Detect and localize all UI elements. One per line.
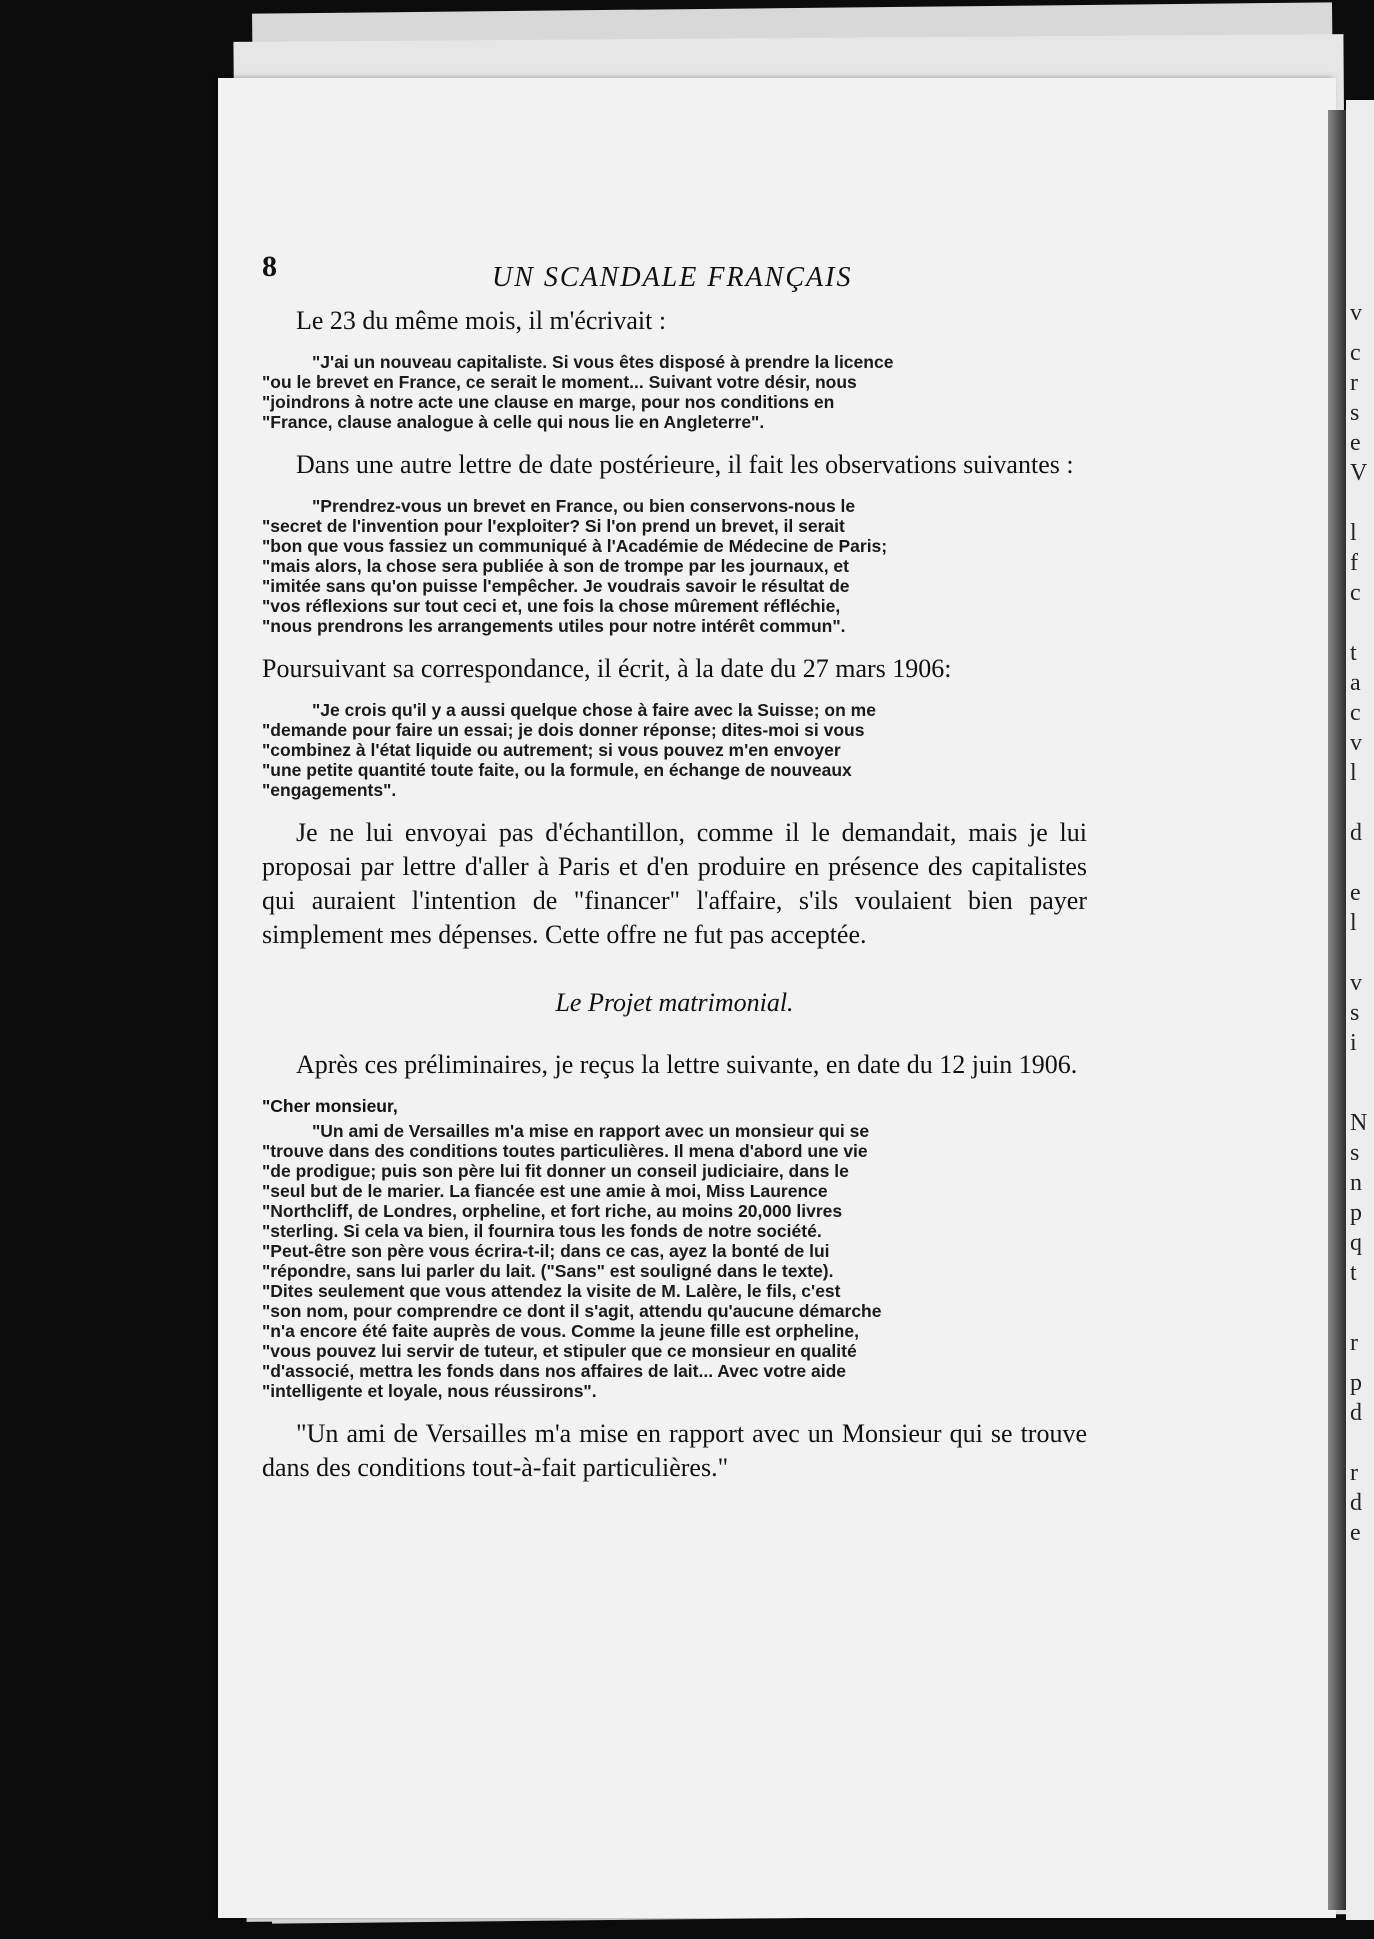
quote-line: "de prodigue; puis son père lui fit donner un conseil judiciaire, dans le (262, 1161, 849, 1181)
quote-line: "joindrons à notre acte une clause en marge, pour nos conditions en (262, 392, 835, 412)
quote-line: "Je crois qu'il y a aussi quelque chose à faire avec la Suisse; on me (312, 700, 876, 720)
quote-line: "France, clause analogue à celle qui nous lie en Angleterre". (262, 412, 765, 432)
quote-3 (262, 700, 1087, 800)
quote-line: "imitée sans qu'on puisse l'empêcher. Je voudrais savoir le résultat de (262, 576, 850, 596)
facing-page-letter: c (1350, 340, 1361, 366)
quote-line: "secret de l'invention pour l'exploiter? Si l'on prend un brevet, il serait (262, 516, 845, 536)
facing-page-letter: f (1350, 550, 1358, 576)
section-heading: Le Projet matrimonial. (555, 988, 794, 1017)
facing-page-letter: p (1350, 1370, 1362, 1396)
facing-page-letter: e (1350, 430, 1361, 456)
quote-line: "demande pour faire un essai; je dois donner réponse; dites-moi si vous (262, 720, 865, 740)
quote-line: "Dites seulement que vous attendez la visite de M. Lalère, le fils, c'est (262, 1281, 841, 1301)
paragraph-3: Poursuivant sa correspondance, il écrit, à la date du 27 mars 1906: (262, 654, 952, 683)
quote-line: "Un ami de Versailles m'a mise en rapport avec un monsieur qui se (312, 1121, 870, 1141)
facing-page-letter: V (1350, 460, 1368, 486)
facing-page-letter: s (1350, 400, 1360, 426)
facing-page-letter: t (1350, 1260, 1357, 1286)
facing-page-letter: c (1350, 700, 1361, 726)
quote-line: "intelligente et loyale, nous réussirons". (262, 1381, 597, 1401)
quote-line: "vous pouvez lui servir de tuteur, et stipuler que ce monsieur en qualité (262, 1341, 857, 1361)
quote-line: "J'ai un nouveau capitaliste. Si vous êtes disposé à prendre la licence (312, 352, 894, 372)
facing-page-letter: n (1350, 1170, 1362, 1196)
quote-line: "d'associé, mettra les fonds dans nos affaires de lait... Avec votre aide (262, 1361, 847, 1381)
facing-page-letter: d (1350, 820, 1362, 846)
quote-line: "une petite quantité toute faite, ou la formule, en échange de nouveaux (262, 760, 852, 780)
paragraph-1: Le 23 du même mois, il m'écrivait : (296, 306, 667, 335)
facing-page-letter: l (1350, 910, 1357, 936)
facing-page-letter: v (1350, 300, 1362, 326)
facing-page-letter: e (1350, 880, 1361, 906)
quote-line: "mais alors, la chose sera publiée à son de trompe par les journaux, et (262, 556, 849, 576)
quote-line: "Northcliff, de Londres, orpheline, et fort riche, au moins 20,000 livres (262, 1201, 843, 1221)
quote-line: "Peut-être son père vous écrira-t-il; dans ce cas, ayez la bonté de lui (262, 1241, 830, 1261)
facing-page-letter: r (1350, 1330, 1358, 1356)
facing-page-letter: l (1350, 520, 1357, 546)
facing-page-letter: v (1350, 970, 1362, 996)
facing-page-letter: c (1350, 580, 1361, 606)
paragraph-4: Je ne lui envoyai pas d'échantillon, comme il le demandait, mais je lui proposai par lettre d'aller à Paris et d'en produire en présence des capitalistes qui auraient l'intention de "financer" l'affaire, s'ils voulaient bien payer simplement mes dépenses. Cette offre ne fut pas acceptée. (262, 818, 1087, 949)
book-gutter (1328, 110, 1346, 1910)
page-number: 8 (262, 250, 277, 283)
quote-1 (262, 352, 1087, 432)
letter-greeting: "Cher monsieur, (262, 1096, 398, 1116)
quote-line: "sterling. Si cela va bien, il fournira tous les fonds de notre société. (262, 1221, 822, 1241)
quote-line: "vos réflexions sur tout ceci et, une fois la chose mûrement réfléchie, (262, 596, 841, 616)
facing-page-letter: r (1350, 1460, 1358, 1486)
facing-page-letter: t (1350, 640, 1357, 666)
quote-line: "répondre, sans lui parler du lait. ("Sans" est souligné dans le texte). (262, 1261, 834, 1281)
quote-line: "bon que vous fassiez un communiqué à l'Académie de Médecine de Paris; (262, 536, 888, 556)
page-content (262, 250, 1087, 1499)
facing-page-letter: s (1350, 1000, 1360, 1026)
quote-line: "trouve dans des conditions toutes particulières. Il mena d'abord une vie (262, 1141, 868, 1161)
paragraph-5: Après ces préliminaires, je reçus la lettre suivante, en date du 12 juin 1906. (296, 1050, 1078, 1079)
facing-page-letter: l (1350, 760, 1357, 786)
paragraph-2: Dans une autre lettre de date postérieure, il fait les observations suivantes : (296, 450, 1074, 479)
quote-line: "ou le brevet en France, ce serait le moment... Suivant votre désir, nous (262, 372, 857, 392)
quote-4 (262, 1121, 1087, 1401)
quote-line: "n'a encore été faite auprès de vous. Comme la jeune fille est orpheline, (262, 1321, 859, 1341)
quote-line: "seul but de le marier. La fiancée est une amie à moi, Miss Laurence (262, 1181, 828, 1201)
facing-page-letter: d (1350, 1400, 1362, 1426)
quote-line: "combinez à l'état liquide ou autrement; si vous pouvez m'en envoyer (262, 740, 841, 760)
facing-page-letter: r (1350, 370, 1358, 396)
facing-page-letter: p (1350, 1200, 1362, 1226)
facing-page-edge (1346, 100, 1374, 1920)
facing-page-letter: i (1350, 1030, 1357, 1056)
facing-page-letter: e (1350, 1520, 1361, 1546)
quote-line: "Prendrez-vous un brevet en France, ou bien conservons-nous le (312, 496, 856, 516)
quote-line: "engagements". (262, 780, 397, 800)
quote-line: "son nom, pour comprendre ce dont il s'agit, attendu qu'aucune démarche (262, 1301, 882, 1321)
running-title: UN SCANDALE FRANÇAIS (492, 262, 853, 293)
facing-page-letter: N (1350, 1110, 1368, 1136)
paragraph-6: "Un ami de Versailles m'a mise en rapport avec un Monsieur qui se trouve dans des conditions tout-à-fait particulières." (262, 1419, 1087, 1482)
facing-page-letter: a (1350, 670, 1361, 696)
facing-page-letter: v (1350, 730, 1362, 756)
running-header (262, 250, 1087, 304)
facing-page-letter: d (1350, 1490, 1362, 1516)
facing-page-letter: s (1350, 1140, 1360, 1166)
quote-line: "nous prendrons les arrangements utiles pour notre intérêt commun". (262, 616, 846, 636)
facing-page-letter: q (1350, 1230, 1362, 1256)
quote-2 (262, 496, 1087, 636)
